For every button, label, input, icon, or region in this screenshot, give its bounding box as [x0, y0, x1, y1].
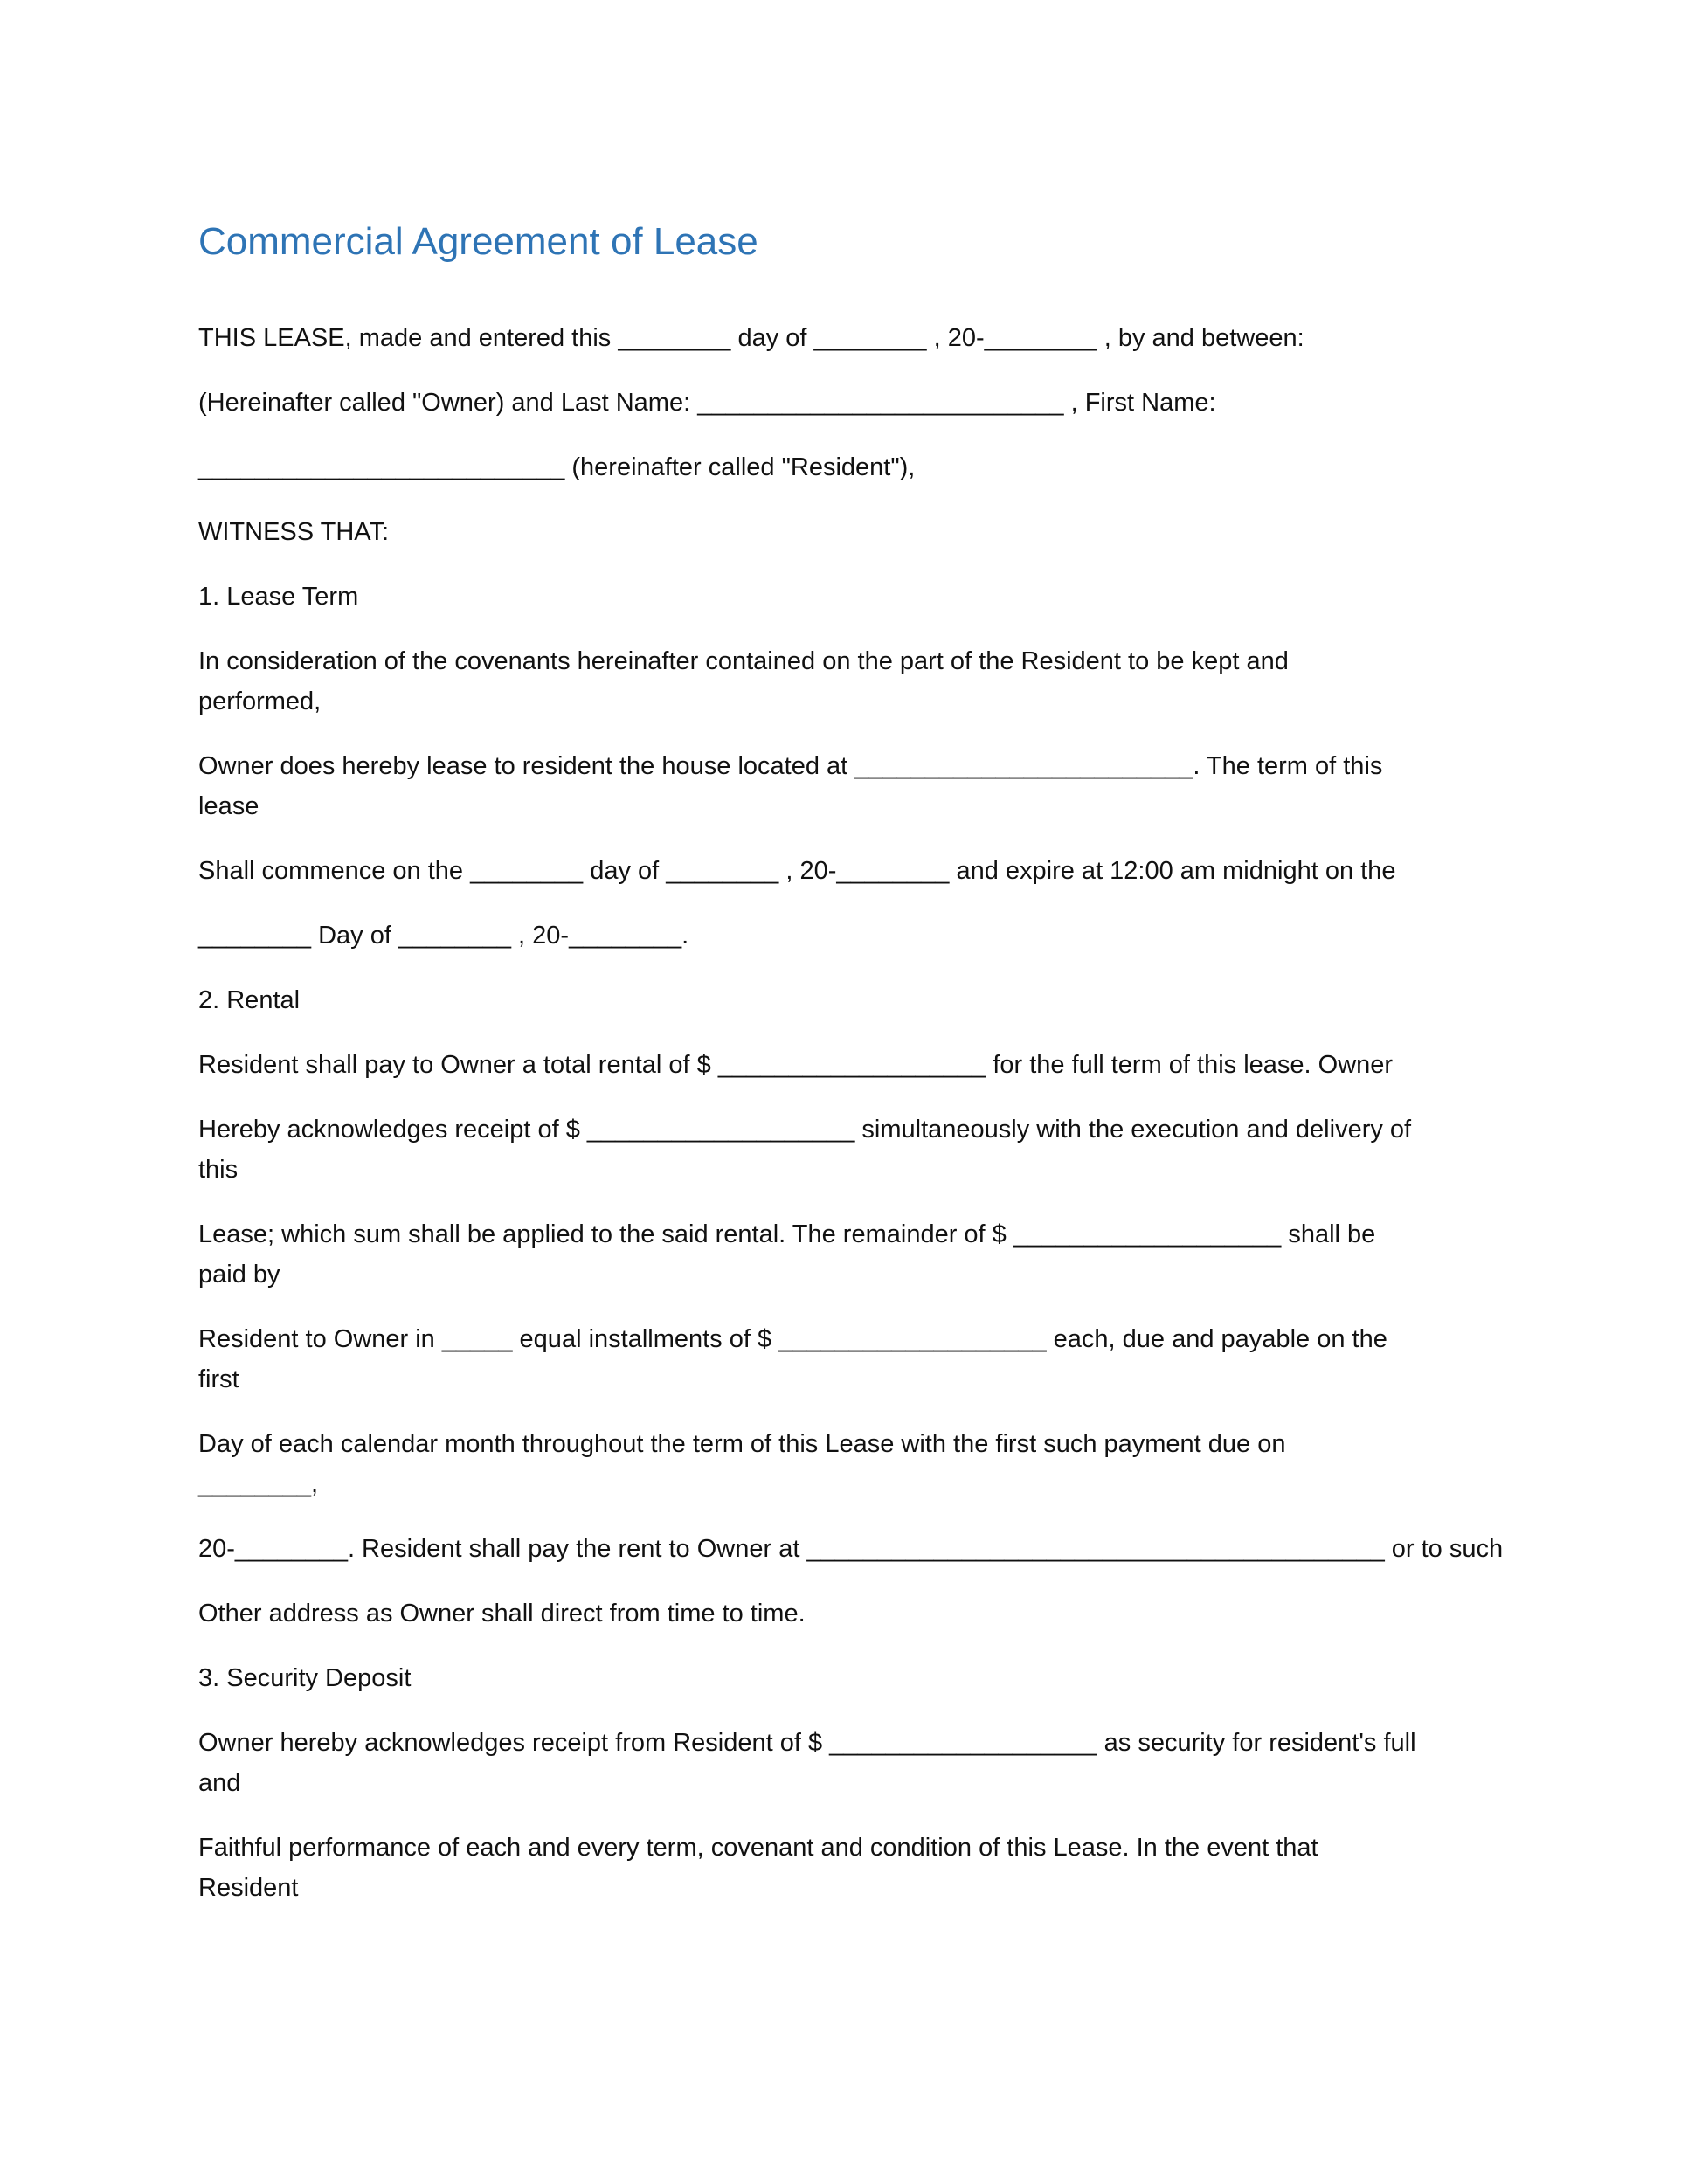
paragraph-commence [198, 851, 1531, 891]
text-line: Faithful performance of each and every term, covenant and condition of this Lease. In the event that [198, 1834, 1318, 1862]
text-line: 2. Rental [198, 986, 301, 1014]
text-line: first [198, 1365, 239, 1393]
text-line: WITNESS THAT: [198, 518, 390, 546]
text-line: Other address as Owner shall direct from time to time. [198, 1600, 806, 1628]
paragraph-payment-due [198, 1424, 1531, 1504]
paragraph-witness [198, 512, 1531, 552]
text-line: 1. Lease Term [198, 583, 359, 611]
text-line: In consideration of the covenants hereinafter contained on the part of the Resident to be kept and [198, 647, 1289, 675]
paragraph-receipt [198, 1109, 1531, 1190]
text-line: this [198, 1156, 239, 1184]
text-line: ________ Day of ________ , 20-________. [198, 922, 689, 950]
paragraph-remainder [198, 1214, 1531, 1295]
paragraph-resident-name [198, 447, 1531, 487]
paragraph-consideration [198, 641, 1531, 722]
text-line: Hereby acknowledges receipt of $ ___________________ simultaneously with the execution and delivery of [198, 1116, 1412, 1144]
text-line: ________, [198, 1470, 319, 1498]
text-line: 20-________. Resident shall pay the rent to Owner at _________________________________________ or to such [198, 1535, 1504, 1563]
paragraph-security-receipt [198, 1723, 1531, 1803]
text-line: Shall commence on the ________ day of ________ , 20-________ and expire at 12:00 am midnight on the [198, 857, 1396, 885]
paragraph-expire-date [198, 916, 1531, 956]
text-line: and [198, 1769, 241, 1797]
section-heading-rental [198, 980, 1531, 1020]
paragraph-pay-rent-at [198, 1529, 1531, 1569]
text-line: performed, [198, 688, 322, 715]
text-line: Owner does hereby lease to resident the house located at ________________________. The term of this [198, 752, 1383, 780]
text-line: THIS LEASE, made and entered this ________ day of ________ , 20-________ , by and between: [198, 324, 1304, 352]
paragraph-installments [198, 1319, 1531, 1400]
paragraph-other-address [198, 1593, 1531, 1634]
paragraph-lease-intro [198, 318, 1531, 358]
text-line: paid by [198, 1261, 280, 1289]
document-title: Commercial Agreement of Lease [198, 220, 758, 263]
section-heading-lease-term [198, 577, 1531, 617]
text-line: 3. Security Deposit [198, 1664, 412, 1692]
text-line: Resident [198, 1874, 299, 1902]
paragraph-total-rental [198, 1045, 1531, 1085]
text-line: Resident shall pay to Owner a total rental of $ ___________________ for the full term of this lease. Owner [198, 1051, 1394, 1079]
text-line: __________________________ (hereinafter called "Resident"), [198, 453, 916, 481]
text-line: Owner hereby acknowledges receipt from Resident of $ ___________________ as security for resident's full [198, 1729, 1416, 1757]
paragraph-house-located [198, 746, 1531, 826]
paragraph-owner-lastname [198, 383, 1531, 423]
text-line: lease [198, 792, 259, 820]
text-line: Resident to Owner in _____ equal installments of $ ___________________ each, due and payable on the [198, 1325, 1387, 1353]
text-line: Lease; which sum shall be applied to the said rental. The remainder of $ ___________________ shall be [198, 1220, 1376, 1248]
text-line: Day of each calendar month throughout the term of this Lease with the first such payment due on [198, 1430, 1286, 1458]
paragraph-faithful-performance [198, 1828, 1531, 1908]
section-heading-security-deposit [198, 1658, 1531, 1698]
text-line: (Hereinafter called "Owner) and Last Name: __________________________ , First Name: [198, 389, 1216, 417]
